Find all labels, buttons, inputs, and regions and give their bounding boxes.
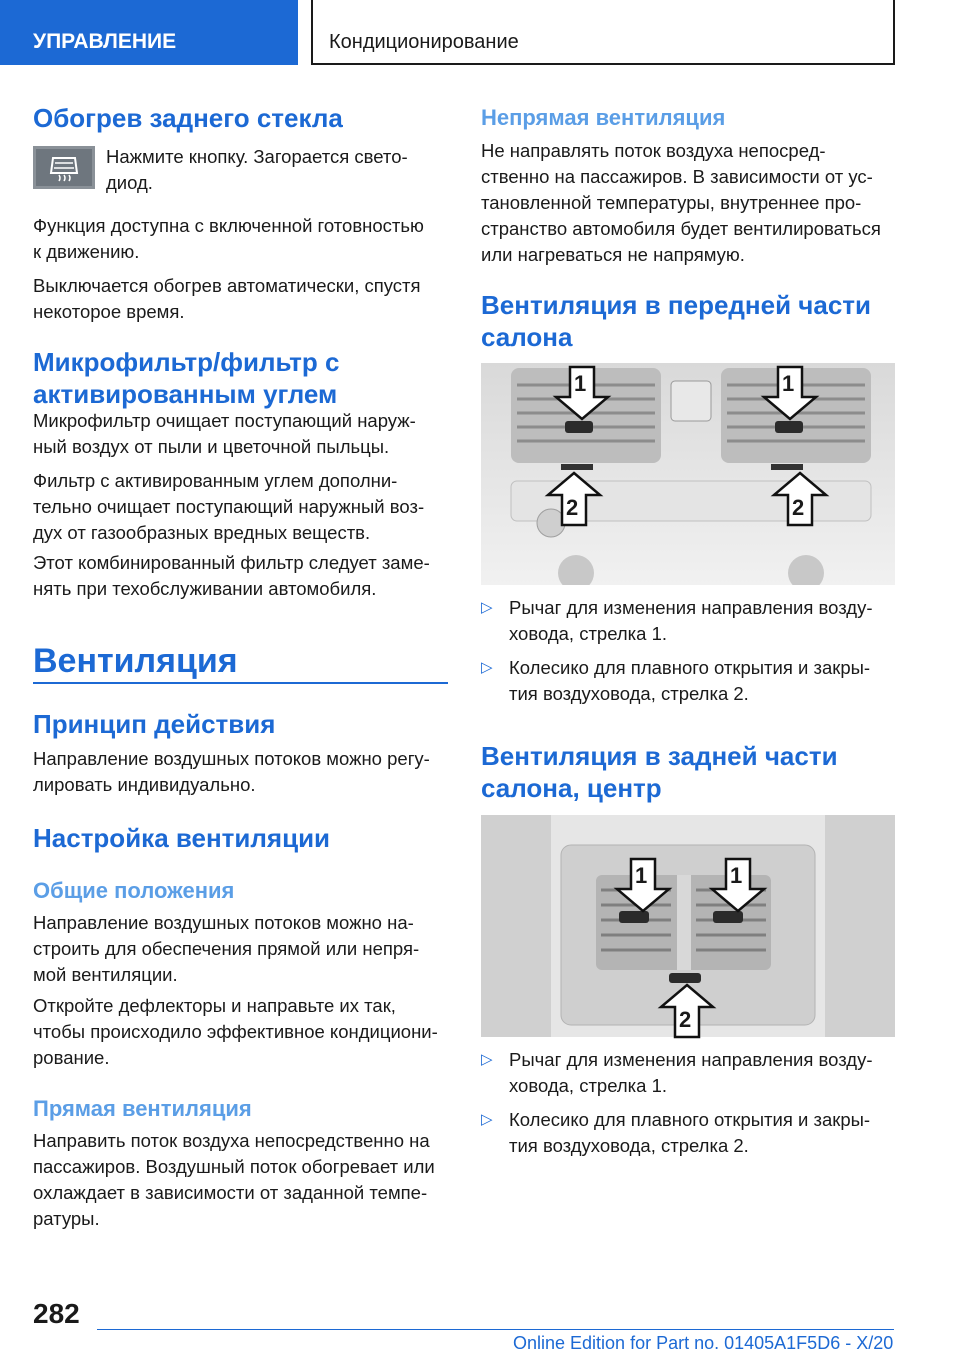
heading-front-ventilation: Вентиляция в передней части салона — [481, 290, 872, 352]
rear-window-paragraph-2: Выключается обогрев автоматически, спустя некоторое время. — [33, 275, 421, 322]
microfilter-paragraph-3: Этот комбинированный фильтр следует заме- нять при техобслуживании автомобиля. — [33, 552, 430, 599]
rear-callout-2: 2 — [657, 983, 717, 1039]
front-callout-1-left: 1 — [552, 365, 612, 421]
chapter-title: Кондиционирование — [311, 0, 895, 65]
bullet-triangle-icon: ▷ — [481, 599, 493, 616]
rear-window-button-text: Нажмите кнопку. Загорается свето- диод. — [106, 146, 408, 193]
front-callout-2-right: 2 — [770, 471, 830, 527]
rear-callout-1-right: 1 — [708, 857, 768, 913]
direct-ventilation-text: Направить поток воздуха непосредственно на пассажиров. Воздушный поток обогревает или охлаждает в зависимости от заданной темпе- ратуры. — [33, 1130, 435, 1229]
heading-direct-ventilation: Прямая вентиляция — [33, 1096, 252, 1121]
heading-indirect-ventilation: Непрямая вентиляция — [481, 105, 726, 130]
front-callout-2-left: 2 — [544, 471, 604, 527]
section-tab: УПРАВЛЕНИЕ — [0, 0, 298, 65]
front-callout-1-right: 1 — [760, 365, 820, 421]
heading-general: Общие положения — [33, 878, 235, 903]
footer-edition: Online Edition for Part no. 01405A1F5D6 - X/20 — [513, 1333, 894, 1353]
rear-window-paragraph-1: Функция доступна с включенной готовностью к движению. — [33, 215, 424, 262]
heading-ventilation-settings: Настройка вентиляции — [33, 823, 331, 853]
general-paragraph-2: Откройте дефлекторы и направьте их так, чтобы происходило эффективное кондициони- рование. — [33, 995, 438, 1068]
section-divider — [33, 682, 448, 684]
heading-microfilter: Микрофильтр/фильтр с активированным углем — [33, 347, 340, 409]
heading-rear-ventilation: Вентиляция в задней части салона, центр — [481, 741, 838, 803]
heading-principle: Принцип действия — [33, 709, 276, 739]
microfilter-paragraph-2: Фильтр с активированным углем дополни- тельно очищает поступающий наружный воз- дух от газообразных вредных веществ. — [33, 470, 425, 543]
rear-callout-1-left: 1 — [613, 857, 673, 913]
principle-text: Направление воздушных потоков можно регу- лировать индивидуально. — [33, 748, 430, 795]
bullet-triangle-icon: ▷ — [481, 1051, 493, 1068]
heading-rear-window-heating: Обогрев заднего стекла — [33, 103, 343, 133]
rear-defrost-button-icon — [33, 146, 95, 189]
bullet-triangle-icon: ▷ — [481, 1111, 493, 1128]
microfilter-paragraph-1: Микрофильтр очищает поступающий наруж- ный воздух от пыли и цветочной пыльцы. — [33, 410, 416, 457]
heading-ventilation: Вентиляция — [33, 642, 238, 680]
bullet-triangle-icon: ▷ — [481, 659, 493, 676]
indirect-ventilation-text: Не направлять поток воздуха непосред- ственно на пассажиров. В зависимости от ус- тановленной температуры, внутреннее про- странство автомобиля будет вентилироваться или нагреваться не напрямую. — [481, 140, 881, 265]
general-paragraph-1: Направление воздушных потоков можно на- строить для обеспечения прямой или непря- мой вентиляции. — [33, 912, 420, 985]
page-number: 282 — [33, 1298, 80, 1329]
footer-rule — [97, 1329, 894, 1330]
